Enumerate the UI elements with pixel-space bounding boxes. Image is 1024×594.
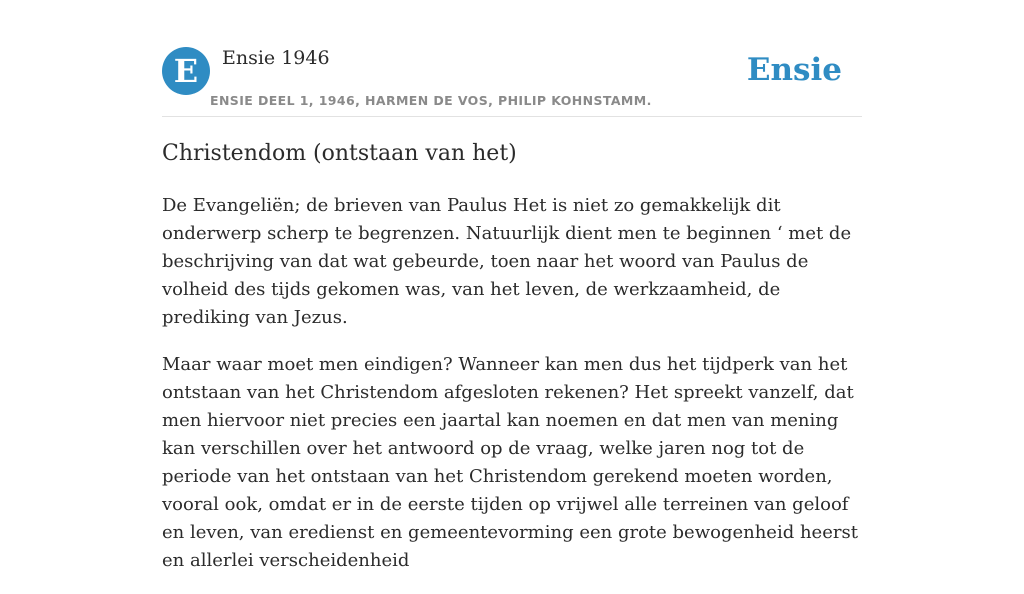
- entry-paragraph: Maar waar moet men eindigen? Wanneer kan men dus het tijdperk van het ontstaan van het Christendom afgesloten rekenen? Het spreekt vanzelf, dat men hiervoor niet precies een jaartal kan noemen en dat men van mening kan verschillen over het antwoord op de vraag, welke jaren nog tot de periode van het ontstaan van het Christendom gerekend moeten worden, vooral ook, omdat er in de eerste tijden op vrijwel alle terreinen van geloof en leven, van eredienst en gemeentevorming een grote bewogenheid heerst en allerlei verscheidenheid: [162, 354, 858, 571]
- source-meta: ENSIE DEEL 1, 1946, HARMEN DE VOS, PHILIP KOHNSTAMM.: [210, 93, 652, 108]
- source-title[interactable]: Ensie 1946: [222, 47, 330, 69]
- entry-title: Christendom (ontstaan van het): [162, 141, 517, 166]
- source-header: [162, 0, 862, 117]
- entry-paragraph: De Evangeliën; de brieven van Paulus Het is niet zo gemakkelijk dit onderwerp scherp te begrenzen. Natuurlijk dient men te beginnen ‘ met de beschrijving van dat wat gebeurde, toen naar het woord van Paulus de volheid des tijds gekomen was, van het leven, de werkzaamheid, de prediking van Jezus.: [162, 195, 852, 328]
- brand-logo[interactable]: Ensie: [746, 52, 842, 88]
- source-logo[interactable]: E: [162, 47, 210, 95]
- entry-body: [162, 192, 862, 594]
- article-container: [162, 0, 862, 571]
